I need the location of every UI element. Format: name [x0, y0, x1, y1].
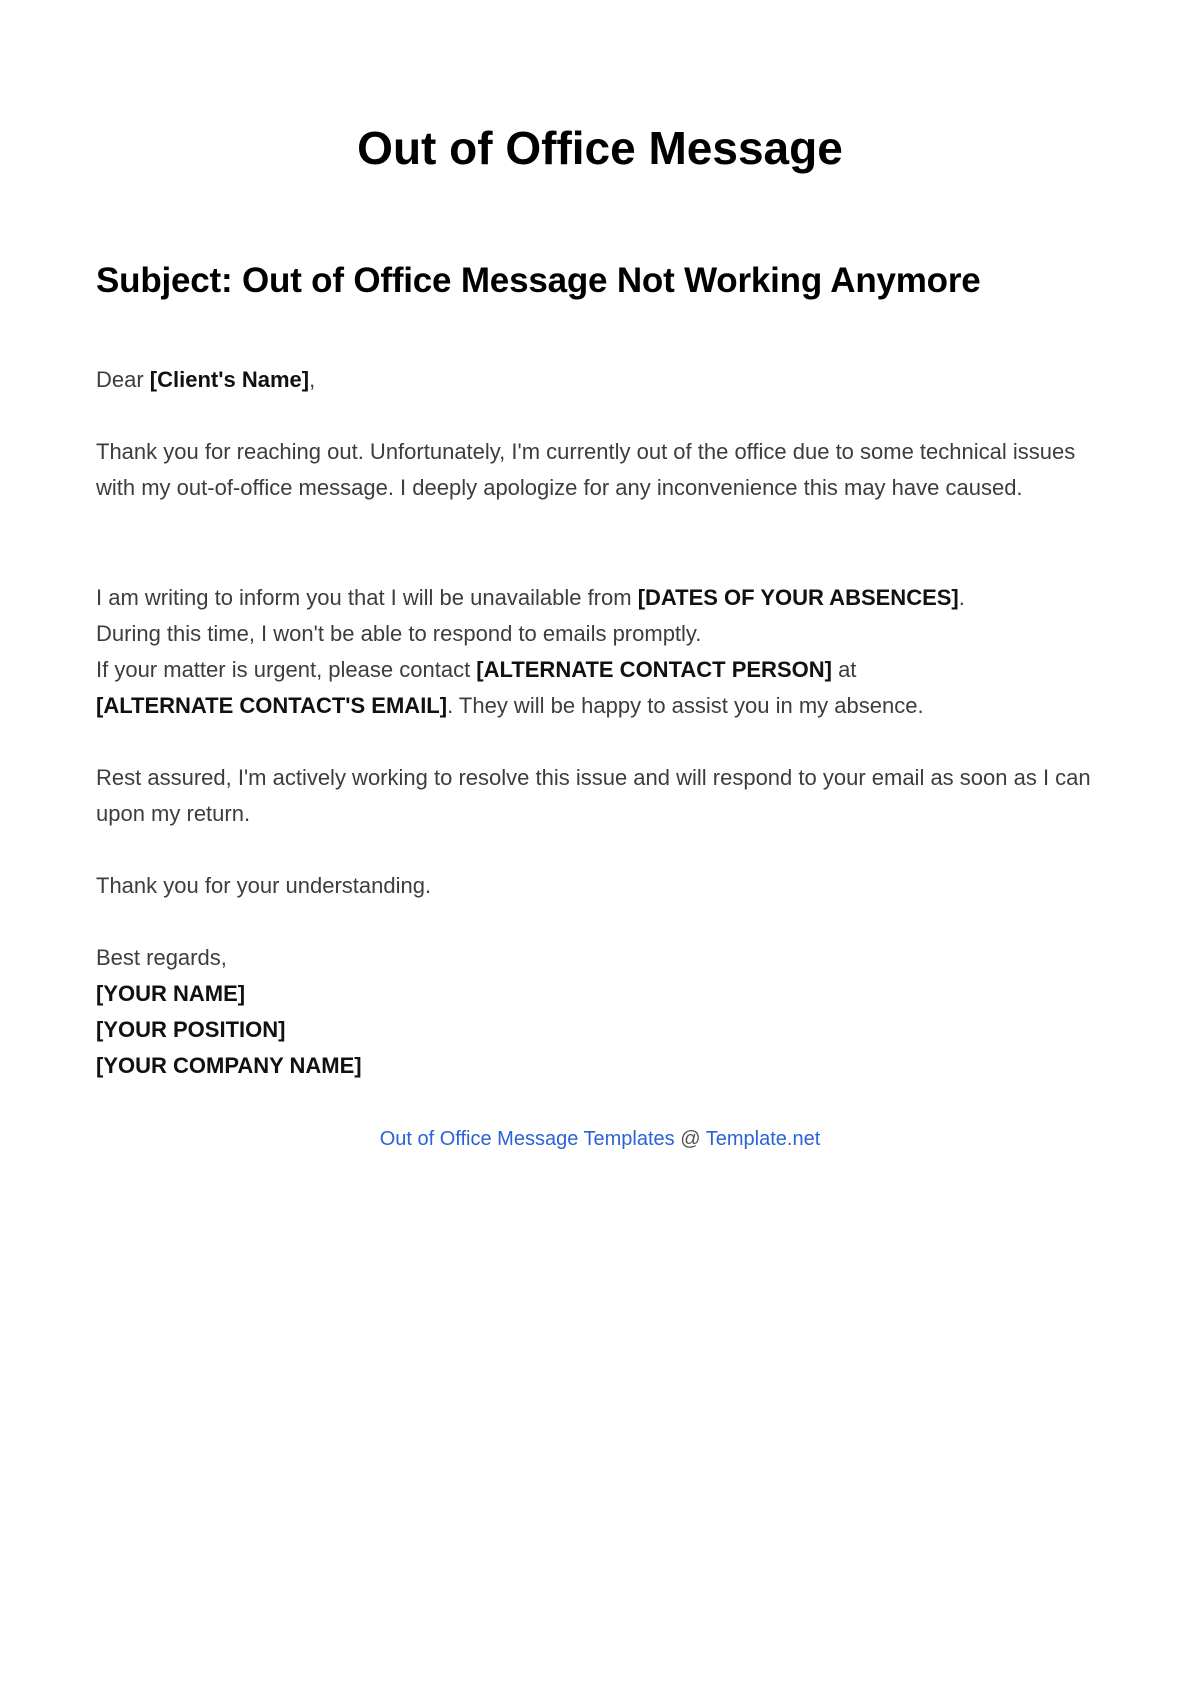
alternate-contact-placeholder: [ALTERNATE CONTACT PERSON]: [476, 657, 832, 682]
paragraph-reassurance: Rest assured, I'm actively working to resolve this issue and will respond to your email as soon as I can upon my return.: [96, 765, 1091, 826]
footer: [0, 1124, 1200, 1154]
client-name-placeholder: [Client's Name]: [149, 367, 310, 392]
greeting-prefix: Dear: [96, 367, 150, 392]
alternate-email-placeholder: [ALTERNATE CONTACT'S EMAIL]: [96, 693, 448, 718]
greeting: [96, 362, 1116, 398]
signature-position: [YOUR POSITION]: [96, 1017, 286, 1042]
assist-text: . They will be happy to assist you in my absence.: [447, 693, 924, 718]
paragraph-apology: Thank you for reaching out. Unfortunately, I'm currently out of the office due to some technical issues with my out-of-office message. I deeply apologize for any inconvenience this may have caused.: [96, 439, 1076, 500]
urgent-text: If your matter is urgent, please contact: [96, 657, 477, 682]
unavailable-text: I am writing to inform you that I will be unavailable from: [96, 585, 638, 610]
greeting-suffix: ,: [309, 367, 316, 392]
document-title: Out of Office Message: [357, 122, 843, 174]
paragraph-thanks: Thank you for your understanding.: [96, 873, 432, 898]
period: .: [958, 585, 965, 610]
at-text: at: [831, 657, 857, 682]
response-text: During this time, I won't be able to respond to emails promptly.: [96, 621, 702, 646]
at-separator: @: [674, 1128, 706, 1150]
dates-placeholder: [DATES OF YOUR ABSENCES]: [637, 585, 959, 610]
paragraph-unavailability: [96, 580, 1116, 724]
signature-name: [YOUR NAME]: [96, 981, 246, 1006]
templates-link[interactable]: Out of Office Message Templates: [379, 1128, 675, 1150]
signature-company: [YOUR COMPANY NAME]: [96, 1053, 362, 1078]
email-subject: Subject: Out of Office Message Not Working Anymore: [96, 261, 981, 300]
template-net-link[interactable]: Template.net: [705, 1128, 821, 1150]
closing: Best regards,: [96, 945, 227, 970]
